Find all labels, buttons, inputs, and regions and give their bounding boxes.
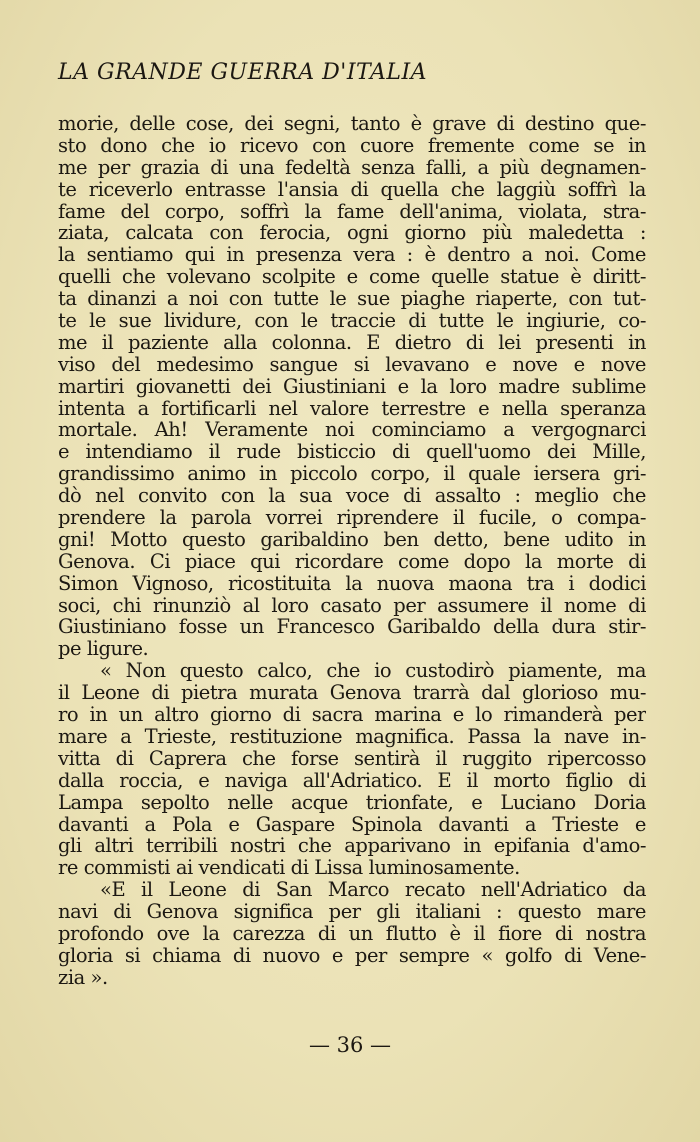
- text-line: il Leone di pietra murata Genova trarrà dal glorioso mu-: [58, 682, 646, 705]
- text-line: sto dono che io ricevo con cuore fremente come se in: [58, 134, 646, 157]
- text-line: Simon Vignoso, ricostituita la nuova maona tra i dodici: [58, 572, 646, 595]
- text-line: zia ».: [58, 966, 108, 989]
- running-head: LA GRANDE GUERRA D'ITALIA: [58, 60, 428, 85]
- text-line: viso del medesimo sangue si levavano e nove e nove: [58, 353, 646, 376]
- text-line: intenta a fortificarli nel valore terrestre e nella speranza: [58, 397, 646, 420]
- text-line: pe ligure.: [58, 638, 149, 661]
- text-line: ziata, calcata con ferocia, ogni giorno più maledetta :: [58, 222, 646, 245]
- text-line: e intendiamo il rude bisticcio di quell'uomo dei Mille,: [58, 441, 646, 464]
- text-line: mare a Trieste, restituzione magnifica. Passa la nave in-: [58, 725, 646, 748]
- text-line: martiri giovanetti dei Giustiniani e la loro madre sublime: [58, 375, 646, 398]
- text-line: soci, chi rinunziò al loro casato per assumere il nome di: [58, 594, 646, 617]
- paragraph: [58, 113, 646, 660]
- text-line: gni! Motto questo garibaldino ben detto, bene udito in: [58, 528, 646, 551]
- text-line: ta dinanzi a noi con tutte le sue piaghe riaperte, con tut-: [58, 288, 646, 311]
- text-line: me il paziente alla colonna. E dietro di lei presenti in: [58, 331, 646, 354]
- text-line: «E il Leone di San Marco recato nell'Adriatico da: [100, 879, 646, 902]
- text-line: morie, delle cose, dei segni, tanto è grave di destino que-: [58, 113, 646, 135]
- text-line: te riceverlo entrasse l'ansia di quella che laggiù soffrì la: [58, 178, 646, 201]
- text-line: dò nel convito con la sua voce di assalto : meglio che: [58, 485, 646, 508]
- text-line: mortale. Ah! Veramente noi cominciamo a vergognarci: [58, 419, 646, 442]
- text-line: fame del corpo, soffrì la fame dell'anima, violata, stra-: [58, 200, 646, 223]
- text-line: ro in un altro giorno di sacra marina e lo rimanderà per: [58, 704, 646, 726]
- text-line: Giustiniano fosse un Francesco Garibaldo della dura stir-: [58, 616, 646, 639]
- body-text: [58, 113, 646, 989]
- text-line: me per grazia di una fedeltà senza falli, a più degnamen-: [58, 156, 646, 179]
- paragraph: [58, 660, 646, 879]
- text-line: gli altri terribili nostri che apparivano in epifania d'amo-: [58, 835, 646, 858]
- text-line: profondo ove la carezza di un flutto è il fiore di nostra: [58, 922, 646, 945]
- text-line: re commisti ai vendicati di Lissa luminosamente.: [58, 857, 520, 880]
- text-line: davanti a Pola e Gaspare Spinola davanti a Trieste e: [58, 813, 646, 836]
- text-line: « Non questo calco, che io custodirò piamente, ma: [100, 660, 646, 683]
- text-line: gloria si chiama di nuovo e per sempre « golfo di Vene-: [58, 944, 646, 967]
- text-line: prendere la parola vorrei riprendere il fucile, o compa-: [58, 507, 646, 529]
- paragraph: [58, 879, 646, 988]
- text-line: navi di Genova significa per gli italiani : questo mare: [58, 901, 646, 923]
- text-line: dalla roccia, e naviga all'Adriatico. E il morto figlio di: [58, 769, 646, 792]
- text-line: te le sue lividure, con le traccie di tutte le ingiurie, co-: [58, 310, 646, 332]
- text-line: grandissimo animo in piccolo corpo, il quale iersera gri-: [58, 463, 646, 486]
- text-line: quelli che volevano scolpite e come quelle statue è diritt-: [58, 266, 646, 289]
- text-line: Genova. Ci piace qui ricordare come dopo la morte di: [58, 550, 646, 573]
- text-line: la sentiamo qui in presenza vera : è dentro a noi. Come: [58, 244, 646, 267]
- text-line: vitta di Caprera che forse sentirà il ruggito ripercosso: [58, 747, 646, 770]
- page-number: — 36 —: [308, 1033, 392, 1057]
- text-line: Lampa sepolto nelle acque trionfate, e Luciano Doria: [58, 791, 646, 814]
